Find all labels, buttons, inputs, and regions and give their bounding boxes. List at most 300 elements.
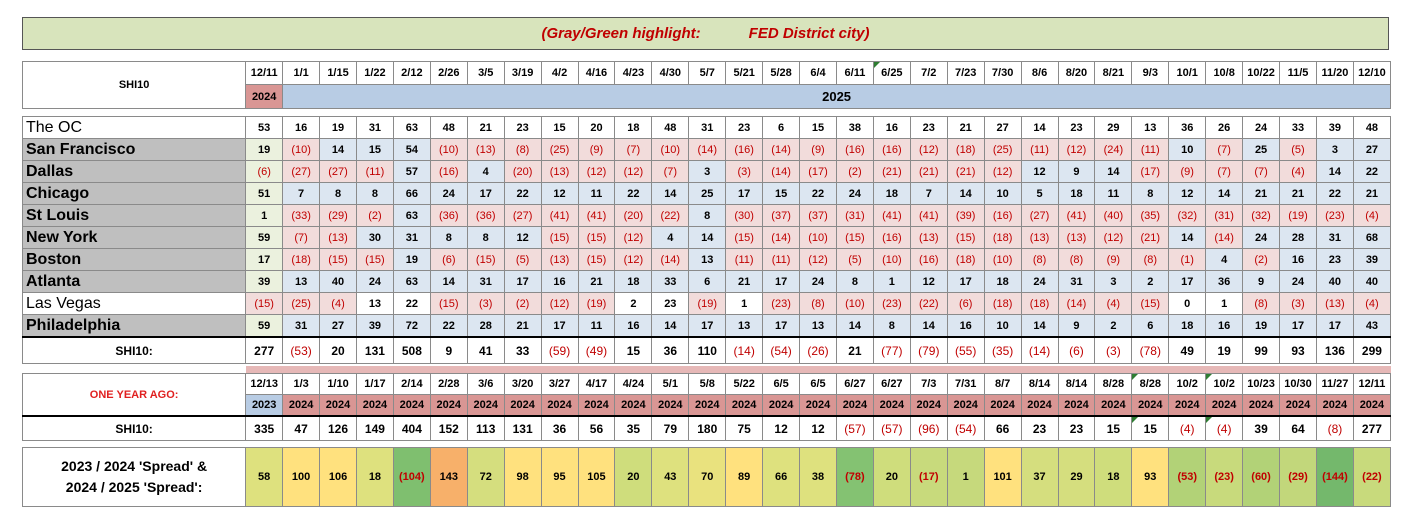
city-label: The OC bbox=[23, 117, 246, 139]
value-cell: 21 bbox=[947, 117, 984, 139]
value-cell: (41) bbox=[910, 205, 947, 227]
spread-cell: 58 bbox=[246, 448, 283, 507]
prior-date-header: 12/13 bbox=[246, 374, 283, 395]
value-cell: 8 bbox=[430, 227, 467, 249]
date-header: 8/6 bbox=[1021, 62, 1058, 85]
value-cell: (16) bbox=[910, 249, 947, 271]
prior-date-header: 3/20 bbox=[504, 374, 541, 395]
prior-date-header: 2/28 bbox=[430, 374, 467, 395]
prior-total-cell: 180 bbox=[689, 416, 726, 441]
value-cell: 21 bbox=[726, 271, 763, 293]
value-cell: 4 bbox=[652, 227, 689, 249]
value-cell: (22) bbox=[910, 293, 947, 315]
value-cell: (2) bbox=[504, 293, 541, 315]
value-cell: 8 bbox=[1132, 183, 1169, 205]
value-cell: (9) bbox=[578, 139, 615, 161]
prior-year-cell: 2024 bbox=[578, 395, 615, 417]
value-cell: (12) bbox=[615, 249, 652, 271]
value-cell: 13 bbox=[689, 249, 726, 271]
value-cell: 63 bbox=[393, 205, 430, 227]
value-cell: 12 bbox=[504, 227, 541, 249]
value-cell: 14 bbox=[947, 183, 984, 205]
value-cell: (12) bbox=[541, 293, 578, 315]
spread-cell: 20 bbox=[873, 448, 910, 507]
total-cell: 15 bbox=[615, 337, 652, 364]
prior-year-cell: 2024 bbox=[356, 395, 393, 417]
prior-year-cell: 2024 bbox=[984, 395, 1021, 417]
value-cell: 30 bbox=[356, 227, 393, 249]
prior-date-header: 10/30 bbox=[1280, 374, 1317, 395]
value-cell: 22 bbox=[1353, 161, 1390, 183]
value-cell: 12 bbox=[1169, 183, 1206, 205]
spread-cell: 89 bbox=[726, 448, 763, 507]
value-cell: (30) bbox=[726, 205, 763, 227]
banner-text-part1: (Gray/Green highlight: bbox=[541, 25, 701, 42]
value-cell: (27) bbox=[283, 161, 320, 183]
value-cell: 14 bbox=[652, 315, 689, 338]
value-cell: (23) bbox=[763, 293, 800, 315]
spread-label-line2: 2024 / 2025 'Spread': bbox=[65, 479, 203, 495]
value-cell: (13) bbox=[541, 161, 578, 183]
date-header: 6/25 bbox=[873, 62, 910, 85]
prior-year-cell: 2024 bbox=[726, 395, 763, 417]
value-cell: (11) bbox=[1021, 139, 1058, 161]
total-cell: 136 bbox=[1316, 337, 1353, 364]
prior-date-header: 8/7 bbox=[984, 374, 1021, 395]
value-cell: 14 bbox=[1206, 183, 1243, 205]
prior-total-cell: (57) bbox=[836, 416, 873, 441]
value-cell: (13) bbox=[1316, 293, 1353, 315]
prior-total-cell: 15 bbox=[1132, 416, 1169, 441]
value-cell: 31 bbox=[283, 315, 320, 338]
value-cell: 9 bbox=[1243, 271, 1280, 293]
value-cell: (24) bbox=[1095, 139, 1132, 161]
value-cell: (9) bbox=[800, 139, 837, 161]
value-cell: (37) bbox=[763, 205, 800, 227]
value-cell: (13) bbox=[910, 227, 947, 249]
date-header: 3/5 bbox=[467, 62, 504, 85]
date-header: 8/21 bbox=[1095, 62, 1132, 85]
value-cell: (13) bbox=[1021, 227, 1058, 249]
value-cell: (4) bbox=[1353, 205, 1390, 227]
prior-year-cell: 2024 bbox=[910, 395, 947, 417]
value-cell: (13) bbox=[1058, 227, 1095, 249]
value-cell: 19 bbox=[393, 249, 430, 271]
spread-cell: 100 bbox=[283, 448, 320, 507]
value-cell: 17 bbox=[763, 271, 800, 293]
value-cell: 7 bbox=[910, 183, 947, 205]
value-cell: 15 bbox=[541, 117, 578, 139]
spread-cell: 72 bbox=[467, 448, 504, 507]
total-cell: (14) bbox=[1021, 337, 1058, 364]
value-cell: 9 bbox=[1058, 161, 1095, 183]
prior-total-cell: 66 bbox=[984, 416, 1021, 441]
value-cell: (40) bbox=[1095, 205, 1132, 227]
value-cell: (16) bbox=[726, 139, 763, 161]
value-cell: (10) bbox=[836, 293, 873, 315]
date-header: 12/10 bbox=[1353, 62, 1390, 85]
prior-total-cell: 131 bbox=[504, 416, 541, 441]
value-cell: (17) bbox=[800, 161, 837, 183]
prior-year-cell: 2024 bbox=[1316, 395, 1353, 417]
prior-total-cell: 23 bbox=[1021, 416, 1058, 441]
spread-cell: 43 bbox=[652, 448, 689, 507]
value-cell: 15 bbox=[356, 139, 393, 161]
value-cell: (16) bbox=[873, 139, 910, 161]
value-cell: (14) bbox=[763, 161, 800, 183]
value-cell: (2) bbox=[836, 161, 873, 183]
value-cell: (14) bbox=[1206, 227, 1243, 249]
total-cell: (6) bbox=[1058, 337, 1095, 364]
prior-total-cell: 152 bbox=[430, 416, 467, 441]
value-cell: (15) bbox=[430, 293, 467, 315]
prior-date-header: 8/14 bbox=[1021, 374, 1058, 395]
date-header: 12/11 bbox=[246, 62, 283, 85]
value-cell: 12 bbox=[910, 271, 947, 293]
value-cell: (17) bbox=[1132, 161, 1169, 183]
prior-year-cell: 2024 bbox=[541, 395, 578, 417]
date-header: 4/30 bbox=[652, 62, 689, 85]
date-header: 8/20 bbox=[1058, 62, 1095, 85]
value-cell: (7) bbox=[652, 161, 689, 183]
total-cell: 508 bbox=[393, 337, 430, 364]
table-row bbox=[23, 315, 1391, 338]
value-cell: (25) bbox=[541, 139, 578, 161]
prior-total-cell: (4) bbox=[1206, 416, 1243, 441]
total-cell: 93 bbox=[1280, 337, 1317, 364]
prior-year-cell: 2024 bbox=[430, 395, 467, 417]
value-cell: (11) bbox=[1132, 139, 1169, 161]
value-cell: 18 bbox=[984, 271, 1021, 293]
value-cell: 19 bbox=[246, 139, 283, 161]
date-header: 10/8 bbox=[1206, 62, 1243, 85]
value-cell: 3 bbox=[689, 161, 726, 183]
value-cell: 14 bbox=[1316, 161, 1353, 183]
spread-cell: (78) bbox=[836, 448, 873, 507]
value-cell: 24 bbox=[1243, 227, 1280, 249]
value-cell: 11 bbox=[578, 315, 615, 338]
value-cell: (4) bbox=[1280, 161, 1317, 183]
year-2024-label: 2024 bbox=[246, 85, 283, 109]
value-cell: 13 bbox=[283, 271, 320, 293]
value-cell: (14) bbox=[689, 139, 726, 161]
value-cell: (12) bbox=[1058, 139, 1095, 161]
prior-date-header: 1/17 bbox=[356, 374, 393, 395]
prior-total-cell: 404 bbox=[393, 416, 430, 441]
value-cell: (12) bbox=[1095, 227, 1132, 249]
city-label: Boston bbox=[23, 249, 246, 271]
value-cell: (10) bbox=[652, 139, 689, 161]
prior-total-cell: 47 bbox=[283, 416, 320, 441]
prior-date-header: 3/6 bbox=[467, 374, 504, 395]
value-cell: (16) bbox=[430, 161, 467, 183]
spread-cell: 98 bbox=[504, 448, 541, 507]
value-cell: (2) bbox=[356, 205, 393, 227]
prior-total-cell: 39 bbox=[1243, 416, 1280, 441]
prior-date-header: 8/28 bbox=[1095, 374, 1132, 395]
shi10-main-table bbox=[22, 61, 1391, 364]
prior-date-header: 6/5 bbox=[763, 374, 800, 395]
value-cell: (6) bbox=[246, 161, 283, 183]
prior-total-cell: 75 bbox=[726, 416, 763, 441]
value-cell: 10 bbox=[984, 315, 1021, 338]
value-cell: (10) bbox=[984, 249, 1021, 271]
highlight-legend-banner bbox=[22, 17, 1389, 50]
value-cell: (9) bbox=[1169, 161, 1206, 183]
prior-total-cell: 35 bbox=[615, 416, 652, 441]
spread-cell: 66 bbox=[763, 448, 800, 507]
value-cell: 20 bbox=[578, 117, 615, 139]
value-cell: (7) bbox=[615, 139, 652, 161]
value-cell: 15 bbox=[763, 183, 800, 205]
prior-total-cell: 149 bbox=[356, 416, 393, 441]
spread-cell: 105 bbox=[578, 448, 615, 507]
total-cell: 299 bbox=[1353, 337, 1390, 364]
prior-year-cell: 2024 bbox=[283, 395, 320, 417]
prior-year-cell: 2024 bbox=[320, 395, 357, 417]
value-cell: 13 bbox=[800, 315, 837, 338]
value-cell: 11 bbox=[578, 183, 615, 205]
value-cell: (27) bbox=[320, 161, 357, 183]
value-cell: (27) bbox=[504, 205, 541, 227]
value-cell: (29) bbox=[320, 205, 357, 227]
value-cell: (15) bbox=[578, 249, 615, 271]
value-cell: (7) bbox=[1206, 139, 1243, 161]
spread-cell: 70 bbox=[689, 448, 726, 507]
value-cell: (8) bbox=[1021, 249, 1058, 271]
value-cell: 16 bbox=[615, 315, 652, 338]
prior-year-cell: 2024 bbox=[763, 395, 800, 417]
value-cell: (4) bbox=[1095, 293, 1132, 315]
value-cell: 14 bbox=[1021, 315, 1058, 338]
value-cell: (36) bbox=[430, 205, 467, 227]
total-cell: 21 bbox=[836, 337, 873, 364]
date-header: 3/19 bbox=[504, 62, 541, 85]
total-cell: (79) bbox=[910, 337, 947, 364]
city-label: Chicago bbox=[23, 183, 246, 205]
value-cell: 24 bbox=[836, 183, 873, 205]
date-header: 11/20 bbox=[1316, 62, 1353, 85]
spread-cell: 106 bbox=[320, 448, 357, 507]
value-cell: 23 bbox=[652, 293, 689, 315]
value-cell: (13) bbox=[320, 227, 357, 249]
value-cell: 63 bbox=[393, 271, 430, 293]
value-cell: 14 bbox=[652, 183, 689, 205]
table-row bbox=[23, 293, 1391, 315]
value-cell: (41) bbox=[578, 205, 615, 227]
value-cell: (20) bbox=[504, 161, 541, 183]
spread-cell: (29) bbox=[1280, 448, 1317, 507]
value-cell: (10) bbox=[430, 139, 467, 161]
value-cell: (5) bbox=[836, 249, 873, 271]
value-cell: 9 bbox=[1058, 315, 1095, 338]
prior-year-cell: 2024 bbox=[1280, 395, 1317, 417]
value-cell: (7) bbox=[1206, 161, 1243, 183]
total-cell: 49 bbox=[1169, 337, 1206, 364]
prior-year-cell: 2024 bbox=[1132, 395, 1169, 417]
spread-cell: 93 bbox=[1132, 448, 1169, 507]
value-cell: 21 bbox=[504, 315, 541, 338]
value-cell: 18 bbox=[615, 117, 652, 139]
date-header: 10/1 bbox=[1169, 62, 1206, 85]
one-year-ago-table bbox=[22, 366, 1391, 441]
value-cell: (39) bbox=[947, 205, 984, 227]
date-header: 4/2 bbox=[541, 62, 578, 85]
value-cell: 36 bbox=[1169, 117, 1206, 139]
date-header: 10/22 bbox=[1243, 62, 1280, 85]
value-cell: 24 bbox=[430, 183, 467, 205]
total-cell: 36 bbox=[652, 337, 689, 364]
prior-total-cell: (8) bbox=[1316, 416, 1353, 441]
prior-year-cell: 2024 bbox=[504, 395, 541, 417]
value-cell: (15) bbox=[467, 249, 504, 271]
value-cell: (11) bbox=[763, 249, 800, 271]
value-cell: (3) bbox=[726, 161, 763, 183]
value-cell: (10) bbox=[283, 139, 320, 161]
prior-total-cell: 12 bbox=[763, 416, 800, 441]
value-cell: (31) bbox=[1206, 205, 1243, 227]
value-cell: 21 bbox=[578, 271, 615, 293]
value-cell: 8 bbox=[873, 315, 910, 338]
prior-total-cell: (4) bbox=[1169, 416, 1206, 441]
value-cell: 0 bbox=[1169, 293, 1206, 315]
prior-year-cell: 2024 bbox=[1353, 395, 1390, 417]
value-cell: 51 bbox=[246, 183, 283, 205]
value-cell: 10 bbox=[984, 183, 1021, 205]
value-cell: (4) bbox=[320, 293, 357, 315]
total-cell: (49) bbox=[578, 337, 615, 364]
value-cell: 26 bbox=[1206, 117, 1243, 139]
value-cell: 48 bbox=[1353, 117, 1390, 139]
value-cell: 40 bbox=[1316, 271, 1353, 293]
prior-year-cell: 2024 bbox=[800, 395, 837, 417]
value-cell: 13 bbox=[356, 293, 393, 315]
value-cell: 59 bbox=[246, 315, 283, 338]
city-label: Philadelphia bbox=[23, 315, 246, 338]
date-header: 1/1 bbox=[283, 62, 320, 85]
value-cell: (15) bbox=[947, 227, 984, 249]
value-cell: (18) bbox=[1021, 293, 1058, 315]
prior-year-cell: 2024 bbox=[615, 395, 652, 417]
value-cell: 17 bbox=[1169, 271, 1206, 293]
prior-date-header: 4/24 bbox=[615, 374, 652, 395]
table-row bbox=[23, 161, 1391, 183]
date-header: 7/30 bbox=[984, 62, 1021, 85]
prior-total-cell: 15 bbox=[1095, 416, 1132, 441]
prior-total-cell: 23 bbox=[1058, 416, 1095, 441]
spread-cell: 18 bbox=[356, 448, 393, 507]
prior-date-header: 10/2 bbox=[1169, 374, 1206, 395]
value-cell: 22 bbox=[1316, 183, 1353, 205]
value-cell: (18) bbox=[947, 249, 984, 271]
date-header: 4/23 bbox=[615, 62, 652, 85]
value-cell: 8 bbox=[689, 205, 726, 227]
table-row bbox=[23, 139, 1391, 161]
value-cell: 16 bbox=[541, 271, 578, 293]
total-cell: (59) bbox=[541, 337, 578, 364]
prior-date-header: 6/27 bbox=[873, 374, 910, 395]
value-cell: (16) bbox=[873, 227, 910, 249]
prior-date-header: 5/1 bbox=[652, 374, 689, 395]
banner-text-part2: FED District city) bbox=[748, 25, 870, 42]
spread-cell: (17) bbox=[910, 448, 947, 507]
prior-date-header: 5/22 bbox=[726, 374, 763, 395]
spread-label bbox=[23, 448, 246, 507]
value-cell: 16 bbox=[947, 315, 984, 338]
value-cell: (12) bbox=[615, 227, 652, 249]
value-cell: 7 bbox=[283, 183, 320, 205]
value-cell: (31) bbox=[836, 205, 873, 227]
value-cell: 18 bbox=[1058, 183, 1095, 205]
spread-cell: 95 bbox=[541, 448, 578, 507]
value-cell: 11 bbox=[1095, 183, 1132, 205]
prior-date-header: 8/28 bbox=[1132, 374, 1169, 395]
value-cell: (10) bbox=[873, 249, 910, 271]
value-cell: 2 bbox=[615, 293, 652, 315]
value-cell: (8) bbox=[1058, 249, 1095, 271]
value-cell: 12 bbox=[541, 183, 578, 205]
prior-date-header: 3/27 bbox=[541, 374, 578, 395]
prior-total-cell: 113 bbox=[467, 416, 504, 441]
value-cell: 40 bbox=[320, 271, 357, 293]
value-cell: 66 bbox=[393, 183, 430, 205]
date-header: 1/15 bbox=[320, 62, 357, 85]
total-cell: 9 bbox=[430, 337, 467, 364]
total-cell: (55) bbox=[947, 337, 984, 364]
value-cell: 24 bbox=[1243, 117, 1280, 139]
value-cell: 24 bbox=[356, 271, 393, 293]
value-cell: 36 bbox=[1206, 271, 1243, 293]
value-cell: (3) bbox=[1280, 293, 1317, 315]
city-label: New York bbox=[23, 227, 246, 249]
value-cell: 12 bbox=[1021, 161, 1058, 183]
value-cell: 31 bbox=[1058, 271, 1095, 293]
value-cell: 25 bbox=[1243, 139, 1280, 161]
spread-cell: (104) bbox=[393, 448, 430, 507]
value-cell: (32) bbox=[1169, 205, 1206, 227]
value-cell: 6 bbox=[1132, 315, 1169, 338]
value-cell: 18 bbox=[873, 183, 910, 205]
value-cell: (6) bbox=[947, 293, 984, 315]
value-cell: (12) bbox=[800, 249, 837, 271]
spread-cell: 37 bbox=[1021, 448, 1058, 507]
value-cell: 14 bbox=[1021, 117, 1058, 139]
value-cell: (4) bbox=[1353, 293, 1390, 315]
value-cell: (12) bbox=[615, 161, 652, 183]
value-cell: 17 bbox=[467, 183, 504, 205]
value-cell: (11) bbox=[356, 161, 393, 183]
date-header: 2/26 bbox=[430, 62, 467, 85]
table-row bbox=[23, 249, 1391, 271]
value-cell: (8) bbox=[1132, 249, 1169, 271]
value-cell: (16) bbox=[984, 205, 1021, 227]
value-cell: 17 bbox=[504, 271, 541, 293]
city-label: St Louis bbox=[23, 205, 246, 227]
value-cell: 39 bbox=[1353, 249, 1390, 271]
value-cell: (6) bbox=[430, 249, 467, 271]
prior-year-cell: 2024 bbox=[1021, 395, 1058, 417]
value-cell: (8) bbox=[1243, 293, 1280, 315]
prior-year-cell: 2024 bbox=[1095, 395, 1132, 417]
value-cell: 23 bbox=[1316, 249, 1353, 271]
value-cell: (21) bbox=[1132, 227, 1169, 249]
value-cell: 6 bbox=[689, 271, 726, 293]
value-cell: (15) bbox=[578, 227, 615, 249]
value-cell: (23) bbox=[873, 293, 910, 315]
value-cell: 22 bbox=[393, 293, 430, 315]
prior-year-cell: 2024 bbox=[393, 395, 430, 417]
city-label: Dallas bbox=[23, 161, 246, 183]
